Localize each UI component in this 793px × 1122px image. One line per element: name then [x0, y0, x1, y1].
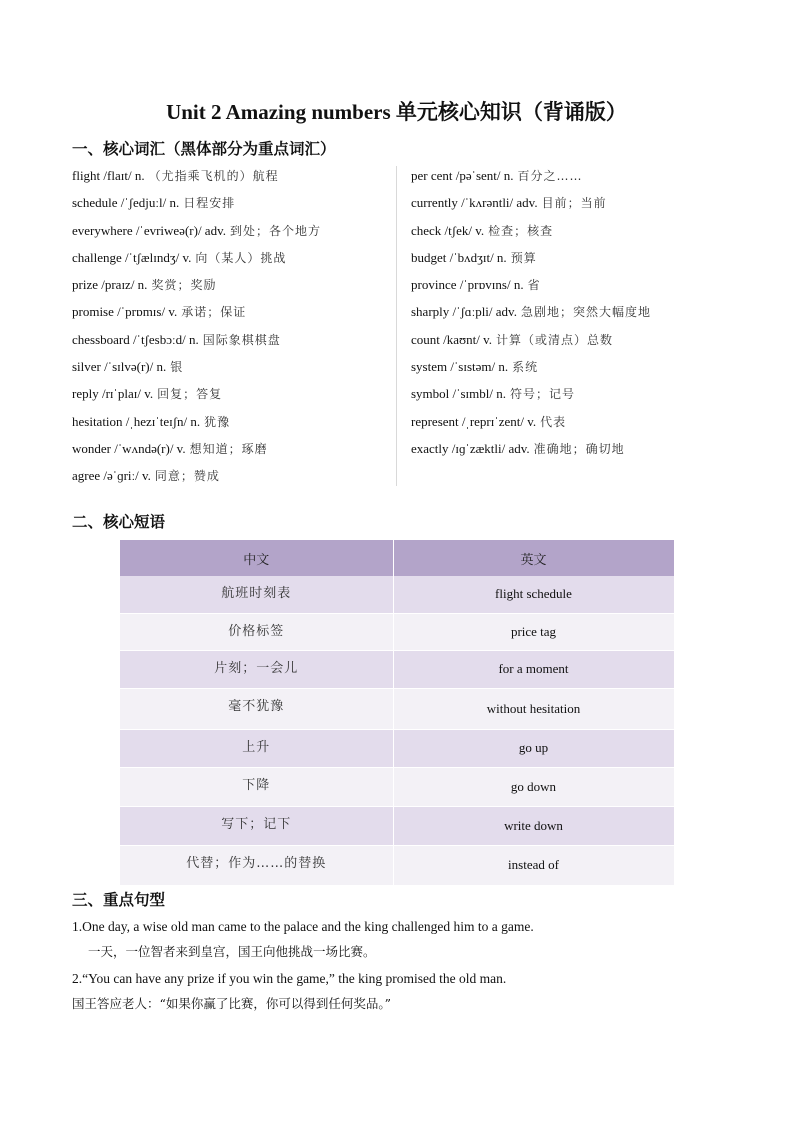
table-row: [120, 767, 674, 806]
vocab-meaning: 同意；赞成: [154, 469, 220, 484]
phrase-english: go down: [393, 767, 674, 806]
vocab-item: [72, 413, 390, 440]
vocab-word: wonder /ˈwʌndə(r)/ v.: [72, 440, 186, 456]
vocab-meaning: 日程安排: [183, 196, 236, 211]
vocab-word: chessboard /ˈtʃesbɔːd/ n.: [72, 331, 199, 347]
phrase-chinese: 价格标签: [120, 613, 393, 650]
vocab-item: [72, 358, 390, 385]
phrase-english: flight schedule: [393, 576, 674, 613]
sentence-english: 1.One day, a wise old man came to the palace and the king challenged him to a game.: [72, 919, 534, 934]
vocab-column-right: [411, 167, 711, 467]
sentence-chinese: 国王答应老人：“如果你赢了比赛，你可以得到任何奖品。”: [72, 996, 392, 1011]
vocab-item: [411, 303, 711, 330]
document-title: Unit 2 Amazing numbers 单元核心知识（背诵版）: [166, 100, 627, 124]
vocab-word: check /tʃek/ v.: [411, 222, 485, 238]
vocab-word: flight /flaɪt/ n.: [72, 168, 145, 183]
table-row: [120, 613, 674, 650]
phrase-chinese: 片刻；一会儿: [120, 650, 393, 688]
vocab-meaning: 目前；当前: [541, 196, 607, 211]
vocab-word: challenge /ˈtʃælɪndʒ/ v.: [72, 249, 192, 265]
vocab-item: [411, 276, 711, 303]
vocab-word: reply /rɪˈplaɪ/ v.: [72, 386, 154, 402]
vocab-meaning: 准确地；确切地: [533, 441, 625, 456]
vocab-item: [411, 385, 711, 412]
vocab-word: promise /ˈprɒmɪs/ v.: [72, 304, 178, 320]
vocab-column-left: [72, 167, 390, 495]
vocab-word: province /ˈprɒvɪns/ n.: [411, 277, 524, 293]
vocab-word: everywhere /ˈevriweə(r)/ adv.: [72, 222, 226, 238]
phrase-english: instead of: [393, 845, 674, 885]
sentence-chinese: 一天，一位智者来到皇宫，国王向他挑战一场比赛。: [88, 944, 376, 959]
column-header-chinese: 中文: [120, 540, 393, 576]
vocab-word: agree /əˈɡriː/ v.: [72, 468, 151, 484]
vocab-meaning: 向（某人）挑战: [195, 250, 287, 265]
vocab-meaning: 急剧地；突然大幅度地: [520, 305, 651, 320]
phrase-chinese: 写下；记下: [120, 806, 393, 845]
table-row: [120, 806, 674, 845]
table-row: [120, 729, 674, 767]
vocab-meaning: 到处；各个地方: [229, 223, 321, 238]
vocab-meaning: 计算（或清点）总数: [496, 332, 614, 347]
table-header-row: [120, 540, 674, 576]
column-header-english: 英文: [393, 540, 674, 576]
vocab-meaning: 预算: [510, 250, 537, 265]
phrase-english: for a moment: [393, 650, 674, 688]
vocab-word: schedule /ˈʃedjuːl/ n.: [72, 195, 180, 211]
vocab-item: [72, 194, 390, 221]
phrase-chinese: 航班时刻表: [120, 576, 393, 613]
phrase-chinese: 下降: [120, 767, 393, 806]
vocab-meaning: 省: [527, 278, 541, 293]
vocab-item: [411, 331, 711, 358]
vocab-meaning: 犹豫: [204, 414, 231, 429]
vocab-item: [72, 303, 390, 330]
phrase-chinese: 上升: [120, 729, 393, 767]
vocab-item: [411, 358, 711, 385]
section-heading-sentences: 三、重点句型: [72, 891, 166, 909]
vocab-item: [411, 194, 711, 221]
vocab-meaning: 系统: [512, 360, 539, 375]
phrase-english: write down: [393, 806, 674, 845]
vocab-meaning: 回复；答复: [157, 387, 223, 402]
sentence-english: 2.“You can have any prize if you win the game,” the king promised the old man.: [72, 971, 507, 986]
vocab-item: [411, 167, 711, 194]
phrase-english: go up: [393, 729, 674, 767]
table-row: [120, 845, 674, 885]
vocab-word: system /ˈsɪstəm/ n.: [411, 359, 509, 375]
phrase-table: [120, 540, 675, 886]
vocab-word: currently /ˈkʌrəntli/ adv.: [411, 195, 538, 211]
vocab-word: count /kaʊnt/ v.: [411, 331, 493, 347]
table-row: [120, 576, 674, 613]
section-heading-vocabulary: 一、核心词汇（黑体部分为重点词汇）: [72, 140, 336, 158]
vocab-word: budget /ˈbʌdʒɪt/ n.: [411, 249, 507, 265]
vocab-item: [72, 222, 390, 249]
vocab-meaning: 代表: [540, 414, 567, 429]
vocab-meaning: 国际象棋棋盘: [202, 332, 281, 347]
vocab-word: per cent /pəˈsent/ n.: [411, 168, 514, 183]
vocab-meaning: 想知道；琢磨: [189, 441, 268, 456]
phrase-chinese: 代替；作为……的替换: [120, 845, 393, 885]
table-row: [120, 650, 674, 688]
table-row: [120, 688, 674, 729]
column-divider: [396, 166, 397, 486]
vocab-meaning: （尤指乘飞机的）航程: [148, 169, 279, 183]
vocab-word: hesitation /ˌhezɪˈteɪʃn/ n.: [72, 413, 201, 429]
phrase-english: price tag: [393, 613, 674, 650]
vocab-meaning: 检查；核查: [488, 223, 554, 238]
vocab-item: [72, 467, 390, 494]
vocab-item: [72, 331, 390, 358]
vocab-item: [411, 413, 711, 440]
vocab-item: [411, 222, 711, 249]
vocab-meaning: 符号；记号: [509, 387, 575, 402]
vocab-word: symbol /ˈsɪmbl/ n.: [411, 386, 506, 402]
vocab-word: prize /praɪz/ n.: [72, 277, 148, 293]
vocab-word: represent /ˌreprɪˈzent/ v.: [411, 413, 537, 429]
vocab-item: [72, 249, 390, 276]
vocab-item: [411, 249, 711, 276]
vocab-word: sharply /ˈʃɑːpli/ adv.: [411, 304, 517, 320]
section-heading-phrases: 二、核心短语: [72, 513, 166, 531]
vocab-item: [411, 440, 711, 467]
vocab-meaning: 奖赏；奖励: [151, 278, 217, 293]
vocab-word: exactly /ɪɡˈzæktli/ adv.: [411, 440, 530, 456]
vocab-item: [72, 440, 390, 467]
vocab-item: [72, 385, 390, 412]
vocab-meaning: 银: [170, 360, 184, 375]
vocab-word: silver /ˈsɪlvə(r)/ n.: [72, 359, 167, 375]
vocab-meaning: 承诺；保证: [181, 305, 247, 320]
vocab-item: [72, 276, 390, 303]
vocab-item: [72, 167, 390, 194]
vocab-meaning: 百分之……: [517, 169, 583, 183]
phrase-chinese: 毫不犹豫: [120, 688, 393, 729]
phrase-english: without hesitation: [393, 688, 674, 729]
